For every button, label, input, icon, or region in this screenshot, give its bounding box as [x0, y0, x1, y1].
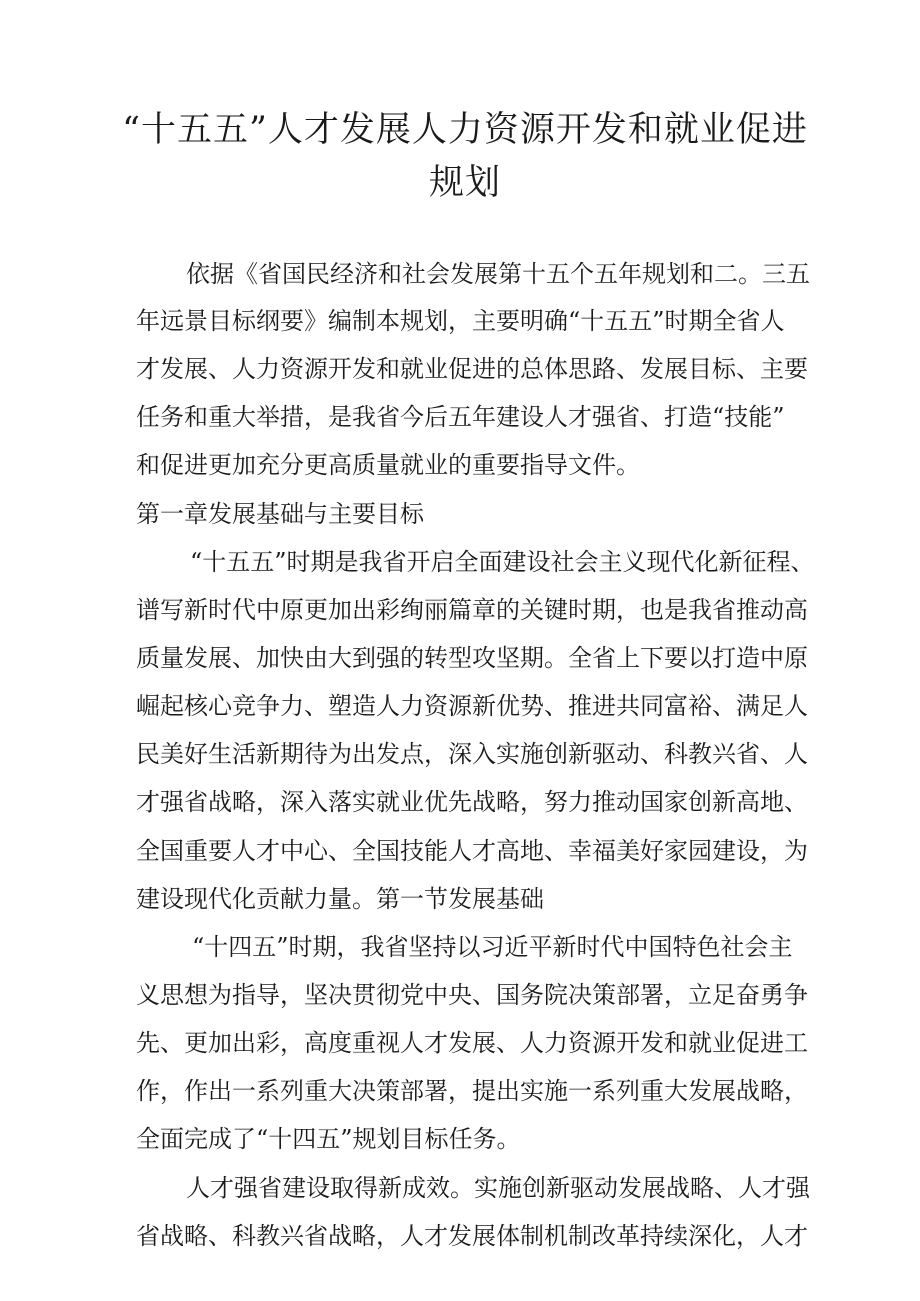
body-line: 义思想为指导，坚决贯彻党中央、国务院决策部署，立足奋勇争: [136, 981, 808, 1009]
body-line: 质量发展、加快由大到强的转型攻坚期。全省上下要以打造中原: [136, 644, 808, 672]
body-line: 人才强省建设取得新成效。实施创新驱动发展战略、人才强: [186, 1174, 810, 1202]
body-line: 全国重要人才中心、全国技能人才高地、幸福美好家园建设，为: [136, 837, 808, 865]
body-line: 年远景目标纲要》编制本规划，主要明确“十五五”时期全省人: [136, 307, 785, 335]
body-line: “十四五”时期，我省坚持以习近平新时代中国特色社会主: [192, 933, 793, 961]
body-line: 先、更加出彩，高度重视人才发展、人力资源开发和就业促进工: [136, 1029, 808, 1057]
body-line: 作，作出一系列重大决策部署，提出实施一系列重大发展战略，: [136, 1077, 808, 1105]
body-line: 谱写新时代中原更加出彩绚丽篇章的关键时期，也是我省推动高: [136, 596, 808, 624]
document-title-line-2: 规划: [428, 163, 501, 203]
body-line: 才强省战略，深入落实就业优先战略，努力推动国家创新高地、: [136, 788, 808, 816]
body-line: 任务和重大举措，是我省今后五年建设人才强省、打造“技能”: [136, 403, 785, 431]
body-line: 省战略、科教兴省战略，人才发展体制机制改革持续深化，人才: [136, 1222, 808, 1250]
chapter-heading: 第一章发展基础与主要目标: [136, 500, 424, 528]
body-line: 依据《省国民经济和社会发展第十五个五年规划和二。三五: [186, 260, 810, 288]
body-line: 和促进更加充分更高质量就业的重要指导文件。: [136, 451, 640, 479]
document-title-line-1: “十五五”人才发展人力资源开发和就业促进: [122, 110, 808, 150]
body-line: 建设现代化贡献力量。第一节发展基础: [136, 885, 544, 913]
body-line: “十五五”时期是我省开启全面建设社会主义现代化新征程、: [190, 548, 815, 576]
body-line: 才发展、人力资源开发和就业促进的总体思路、发展目标、主要: [136, 355, 808, 383]
body-line: 全面完成了“十四五”规划目标任务。: [136, 1125, 521, 1153]
body-line: 民美好生活新期待为出发点，深入实施创新驱动、科教兴省、人: [136, 740, 808, 768]
body-line: 崛起核心竞争力、塑造人力资源新优势、推进共同富裕、满足人: [136, 692, 808, 720]
